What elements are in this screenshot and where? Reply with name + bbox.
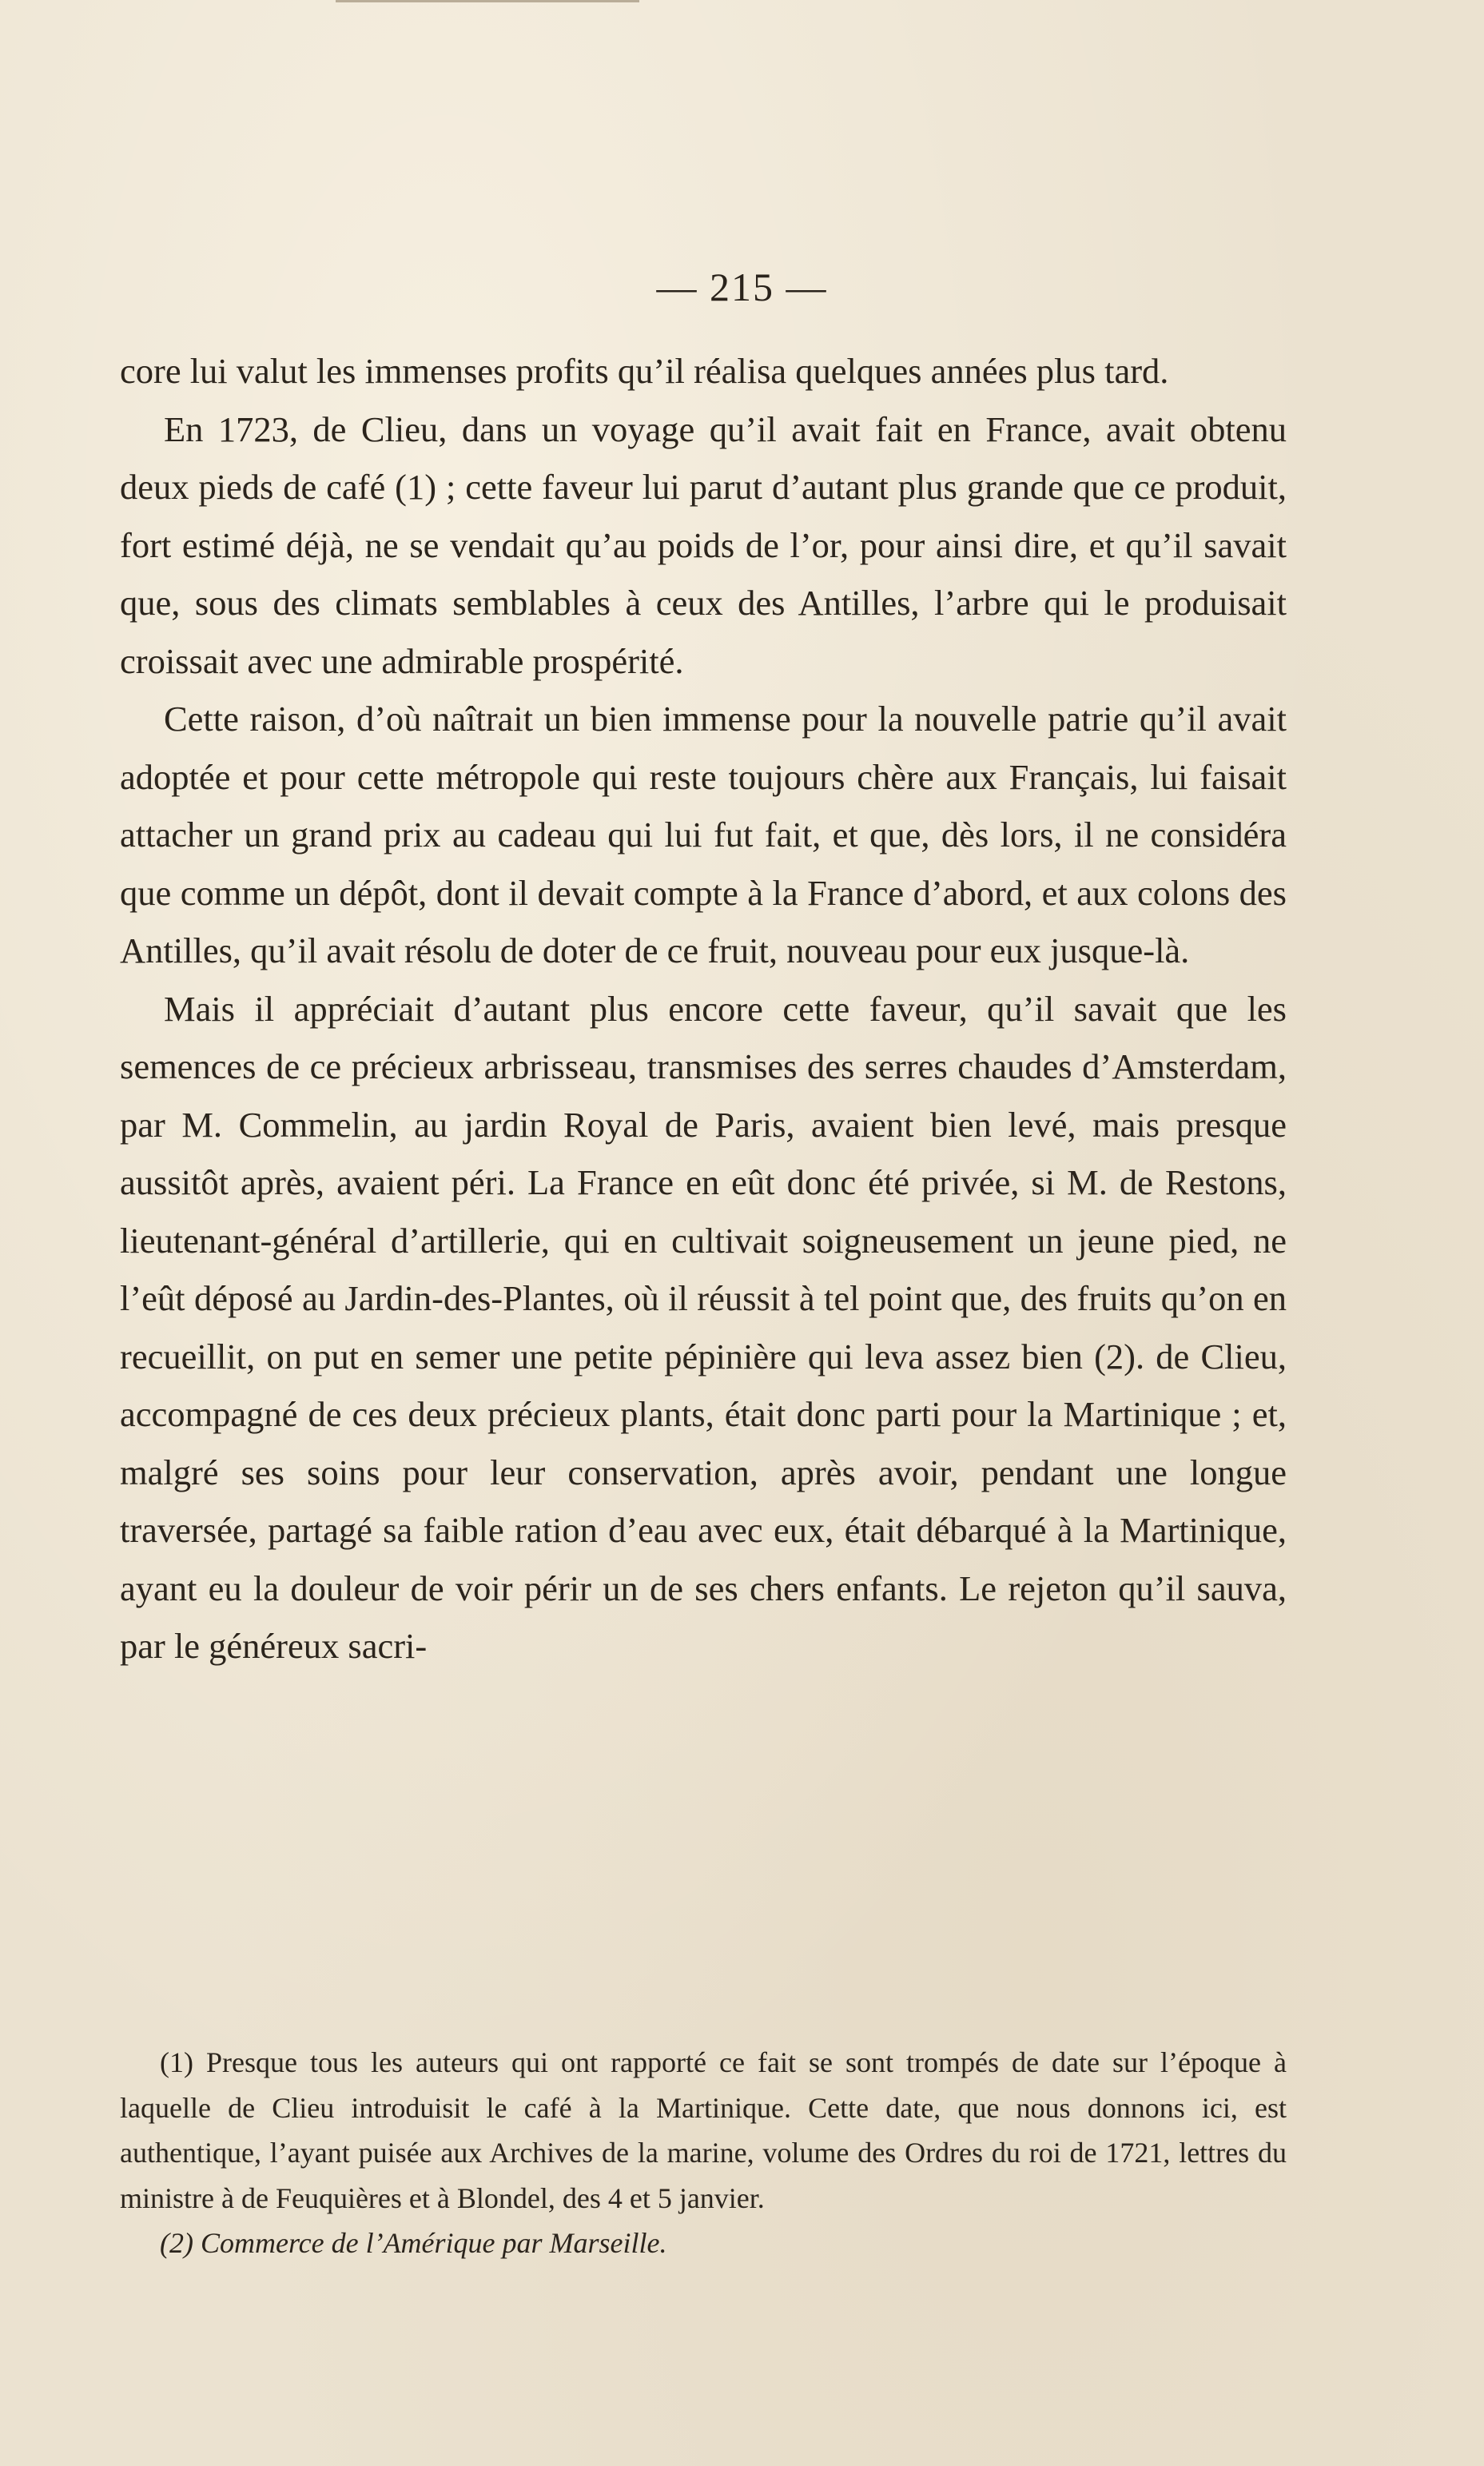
paragraph: Cette raison, d’où naîtrait un bien immense pour la nouvelle patrie qu’il avait adoptée et pour cette métropole qui reste toujours chère aux Français, lui faisait attacher un grand prix au cadeau qui lui fut fait, et que, dès lors, il ne considéra que comme un dépôt, dont il devait compte à la France d’abord, et aux colons des Antilles, qu’il avait résolu de doter de ce fruit, nouveau pour eux jusque-là. <box>120 699 1287 970</box>
top-edge-rule <box>336 0 639 2</box>
paragraph: Mais il appréciait d’autant plus encore cette faveur, qu’il savait que les semences de ce précieux arbrisseau, transmises des serres chaudes d’Amsterdam, par M. Commelin, au jardin Royal de Paris, avaient bien levé, mais presque aussitôt après, avaient péri. La France en eût donc été privée, si M. de Restons, lieutenant-général d’artillerie, qui en cultivait soigneusement un jeune pied, ne l’eût déposé au Jardin-des-Plantes, où il réussit à tel point que, des fruits qu’on en recueillit, on put en semer une petite pépinière qui leva assez bien (2). de Clieu, accompagné de ces deux précieux plants, était donc parti pour la Martinique ; et, malgré ses soins pour leur conservation, après avoir, pendant une longue traversée, partagé sa faible ration d’eau avec eux, était débarqué à la Martinique, ayant eu la douleur de voir périr un de ses chers enfants. Le rejeton qu’il sauva, par le généreux sacri- <box>120 988 1287 1666</box>
page-number: — 215 — <box>656 265 828 309</box>
footnotes <box>120 2040 1287 2266</box>
footnote-2: (2) Commerce de l’Amérique par Marseille. <box>160 2227 667 2259</box>
paragraph: En 1723, de Clieu, dans un voyage qu’il avait fait en France, avait obtenu deux pieds de café (1) ; cette faveur lui parut d’autant plus grande que ce produit, fort estimé déjà, ne se vendait qu’au poids de l’or, pour ainsi dire, et qu’il savait que, sous des climats semblables à ceux des Antilles, l’arbre qui le produisait croissait avec une admirable prospérité. <box>120 408 1287 681</box>
footnote-1: (1) Presque tous les auteurs qui ont rapporté ce fait se sont trompés de date sur l’époque à laquelle de Clieu introduisit le café à la Martinique. Cette date, que nous donnons ici, est authentique, l’ayant puisée aux Archives de la marine, volume des Ordres du roi de 1721, lettres du ministre à de Feuquières et à Blondel, des 4 et 5 janvier. <box>120 2046 1287 2214</box>
main-text <box>120 342 1287 1675</box>
paragraph-continuation: core lui valut les immenses profits qu’il réalisa quelques années plus tard. <box>120 351 1169 391</box>
